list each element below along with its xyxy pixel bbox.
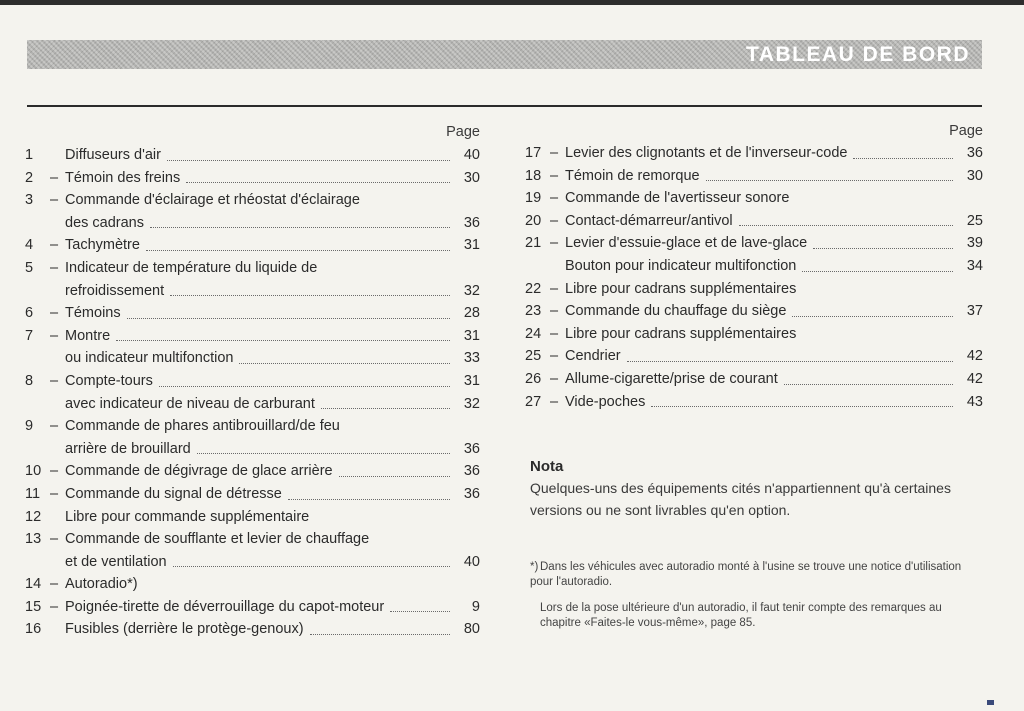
item-dash: –: [50, 576, 59, 593]
item-page-number: 80: [463, 621, 480, 638]
legend-item: [525, 368, 983, 391]
item-label: Témoin de remorque: [565, 167, 700, 184]
dot-leader: [288, 499, 450, 500]
item-number: 26: [525, 370, 542, 387]
item-dash: –: [550, 145, 559, 161]
item-label: ou indicateur multifonction: [65, 350, 234, 367]
item-dash: –: [550, 280, 559, 297]
item-page-number: 36: [463, 463, 480, 480]
legend-item: [25, 573, 480, 596]
section-header-banner: [27, 40, 982, 69]
item-number: 17: [525, 145, 542, 161]
item-number: 18: [525, 167, 542, 184]
item-page-number: 31: [463, 372, 480, 389]
dot-leader: [173, 566, 450, 567]
dot-leader: [321, 408, 450, 409]
item-label: Commande de phares antibrouillard/de feu: [65, 418, 340, 435]
item-page-number: 33: [463, 350, 480, 367]
item-label: Montre: [65, 327, 111, 344]
legend-item: [25, 551, 480, 574]
nota-text: Quelques-uns des équipements cités n'appartiennent qu'à certaines versions ou ne sont livrables qu'en option.: [530, 480, 951, 518]
item-number: 1: [25, 147, 34, 163]
item-page-number: 31: [463, 327, 480, 344]
item-label: arrière de brouillard: [65, 440, 191, 457]
item-page-number: 43: [966, 393, 983, 410]
item-label: Commande d'éclairage et rhéostat d'éclairage: [65, 192, 360, 209]
legend-item: [525, 187, 983, 210]
legend-item: [25, 415, 480, 438]
item-page-number: 37: [966, 303, 983, 320]
item-number: 9: [25, 418, 34, 435]
legend-item: [25, 212, 480, 235]
item-page-number: 28: [463, 305, 480, 322]
legend-item: [25, 325, 480, 348]
item-page-number: 42: [966, 370, 983, 387]
legend-item: [525, 391, 983, 414]
dot-leader: [167, 160, 450, 161]
item-label: Commande du chauffage du siège: [565, 303, 787, 320]
item-label: Commande de l'avertisseur sonore: [565, 190, 790, 207]
item-dash: –: [550, 167, 559, 184]
corner-mark: [987, 700, 994, 705]
item-dash: –: [50, 531, 59, 548]
item-dash: –: [50, 305, 59, 322]
dot-leader: [739, 225, 953, 226]
item-page-number: 32: [463, 395, 480, 412]
item-page-number: 25: [966, 212, 983, 229]
item-page-number: 36: [966, 145, 983, 161]
nota-title: Nota: [530, 458, 564, 475]
horizontal-rule: [27, 105, 982, 107]
item-number: 11: [25, 485, 41, 502]
legend-item: [25, 438, 480, 461]
legend-list-right: [525, 120, 983, 413]
item-label: Diffuseurs d'air: [65, 147, 161, 163]
legend-item: [25, 144, 480, 167]
legend-item: [525, 345, 983, 368]
item-dash: –: [550, 393, 559, 410]
item-label: Contact-démarreur/antivol: [565, 212, 733, 229]
item-number: 15: [25, 598, 42, 615]
item-number: 8: [25, 372, 34, 389]
legend-item: [25, 257, 480, 280]
page-top-edge: [0, 0, 1024, 5]
legend-item: [525, 255, 983, 278]
item-number: 14: [25, 576, 42, 593]
item-label: Allume-cigarette/prise de courant: [565, 370, 778, 387]
item-dash: –: [50, 237, 59, 254]
legend-item: [525, 232, 983, 255]
item-dash: –: [50, 192, 59, 209]
item-label: et de ventilation: [65, 553, 167, 570]
item-label: Bouton pour indicateur multifonction: [565, 257, 797, 274]
dot-leader: [627, 361, 953, 362]
legend-item: [25, 393, 480, 416]
item-label: avec indicateur de niveau de carburant: [65, 395, 315, 412]
item-label: Témoin des freins: [65, 169, 181, 186]
item-label: Indicateur de température du liquide de: [65, 259, 318, 276]
item-dash: –: [550, 303, 559, 320]
item-dash: –: [550, 348, 559, 365]
item-label: Autoradio*): [65, 576, 138, 593]
legend-item: [525, 142, 983, 165]
item-page-number: 36: [463, 440, 480, 457]
legend-item: [525, 278, 983, 301]
item-page-number: 40: [463, 147, 480, 163]
legend-item: [25, 189, 480, 212]
dot-leader: [802, 271, 953, 272]
legend-item: [525, 165, 983, 188]
legend-item: [25, 506, 480, 529]
dot-leader: [813, 248, 953, 249]
dot-leader: [853, 158, 953, 159]
item-dash: –: [50, 327, 59, 344]
item-number: 19: [525, 190, 542, 207]
item-label: Libre pour cadrans supplémentaires: [565, 280, 797, 297]
item-label: Cendrier: [565, 348, 621, 365]
item-page-number: 34: [966, 257, 983, 274]
item-label: Tachymètre: [65, 237, 140, 254]
dot-leader: [170, 295, 450, 296]
item-dash: –: [550, 325, 559, 342]
legend-item: [525, 323, 983, 346]
item-number: 10: [25, 463, 42, 480]
dot-leader: [146, 250, 450, 251]
item-dash: –: [50, 598, 59, 615]
item-label: des cadrans: [65, 214, 144, 231]
item-number: 22: [525, 280, 542, 297]
page-column-label: Page: [446, 124, 480, 140]
item-page-number: 30: [463, 169, 480, 186]
item-number: 4: [25, 237, 34, 254]
item-number: 27: [525, 393, 542, 410]
item-number: 24: [525, 325, 542, 342]
item-number: 16: [25, 621, 42, 638]
item-label: refroidissement: [65, 282, 165, 299]
item-number: 7: [25, 327, 34, 344]
item-dash: –: [50, 485, 59, 502]
item-dash: –: [50, 463, 59, 480]
legend-item: [25, 302, 480, 325]
item-dash: –: [50, 259, 59, 276]
item-number: 25: [525, 348, 542, 365]
item-number: 5: [25, 259, 34, 276]
item-number: 12: [25, 508, 42, 525]
legend-list-left: [25, 120, 480, 641]
dot-leader: [706, 180, 953, 181]
item-page-number: 39: [966, 235, 983, 252]
item-number: 3: [25, 192, 34, 209]
legend-item: [25, 618, 480, 641]
item-label: Témoins: [65, 305, 121, 322]
item-number: 21: [525, 235, 542, 252]
footnote-block: [530, 560, 985, 642]
legend-item: [525, 300, 983, 323]
legend-item: [25, 528, 480, 551]
dot-leader: [186, 182, 450, 183]
item-label: Levier d'essuie-glace et de lave-glace: [565, 235, 808, 252]
legend-item: [25, 234, 480, 257]
item-dash: –: [50, 372, 59, 389]
dot-leader: [159, 386, 450, 387]
item-page-number: 30: [966, 167, 983, 184]
item-dash: –: [550, 212, 559, 229]
legend-item: [25, 347, 480, 370]
item-label: Levier des clignotants et de l'inverseur-code: [565, 145, 848, 161]
item-page-number: 40: [463, 553, 480, 570]
nota-block: [530, 457, 985, 521]
dot-leader: [197, 453, 450, 454]
item-number: 13: [25, 531, 42, 548]
footnote-text-1: Dans les véhicules avec autoradio monté à l'usine se trouve une notice d'utilisation pour l'autoradio.: [530, 561, 962, 588]
item-page-number: 9: [471, 598, 480, 615]
item-dash: –: [550, 235, 559, 252]
item-label: Commande du signal de détresse: [65, 485, 282, 502]
item-label: Commande de soufflante et levier de chauffage: [65, 531, 370, 548]
legend-item: [25, 280, 480, 303]
item-dash: –: [50, 169, 59, 186]
item-label: Fusibles (derrière le protège-genoux): [65, 621, 304, 638]
dot-leader: [651, 406, 953, 407]
legend-item: [25, 483, 480, 506]
dot-leader: [784, 384, 953, 385]
item-page-number: 42: [966, 348, 983, 365]
page-column-label: Page: [949, 123, 983, 139]
legend-item: [25, 167, 480, 190]
item-label: Libre pour cadrans supplémentaires: [565, 325, 797, 342]
footnote-paragraph: [530, 601, 985, 631]
section-title: TABLEAU DE BORD: [746, 43, 970, 66]
item-number: 23: [525, 303, 542, 320]
dot-leader: [310, 634, 450, 635]
dot-leader: [390, 611, 450, 612]
dot-leader: [127, 318, 450, 319]
item-number: 6: [25, 305, 34, 322]
legend-item: [25, 460, 480, 483]
footnote-marker: *): [530, 561, 539, 573]
item-label: Commande de dégivrage de glace arrière: [65, 463, 333, 480]
item-dash: –: [550, 370, 559, 387]
footnote-paragraph: [530, 560, 985, 590]
item-page-number: 36: [463, 485, 480, 502]
footnote-text-2: Lors de la pose ultérieure d'un autoradio, il faut tenir compte des remarques au chapitre «Faites-le vous-même», page 85.: [540, 602, 942, 629]
item-label: Libre pour commande supplémentaire: [65, 508, 310, 525]
item-dash: –: [550, 190, 559, 207]
legend-item: [525, 210, 983, 233]
item-dash: –: [50, 418, 59, 435]
dot-leader: [239, 363, 450, 364]
item-label: Vide-poches: [565, 393, 646, 410]
dot-leader: [150, 227, 450, 228]
legend-item: [25, 370, 480, 393]
legend-item: [25, 596, 480, 619]
item-number: 2: [25, 169, 34, 186]
item-page-number: 32: [463, 282, 480, 299]
item-label: Poignée-tirette de déverrouillage du capot-moteur: [65, 598, 385, 615]
item-page-number: 36: [463, 214, 480, 231]
dot-leader: [792, 316, 953, 317]
item-number: 20: [525, 212, 542, 229]
dot-leader: [339, 476, 450, 477]
item-page-number: 31: [463, 237, 480, 254]
dot-leader: [116, 340, 450, 341]
item-label: Compte-tours: [65, 372, 153, 389]
